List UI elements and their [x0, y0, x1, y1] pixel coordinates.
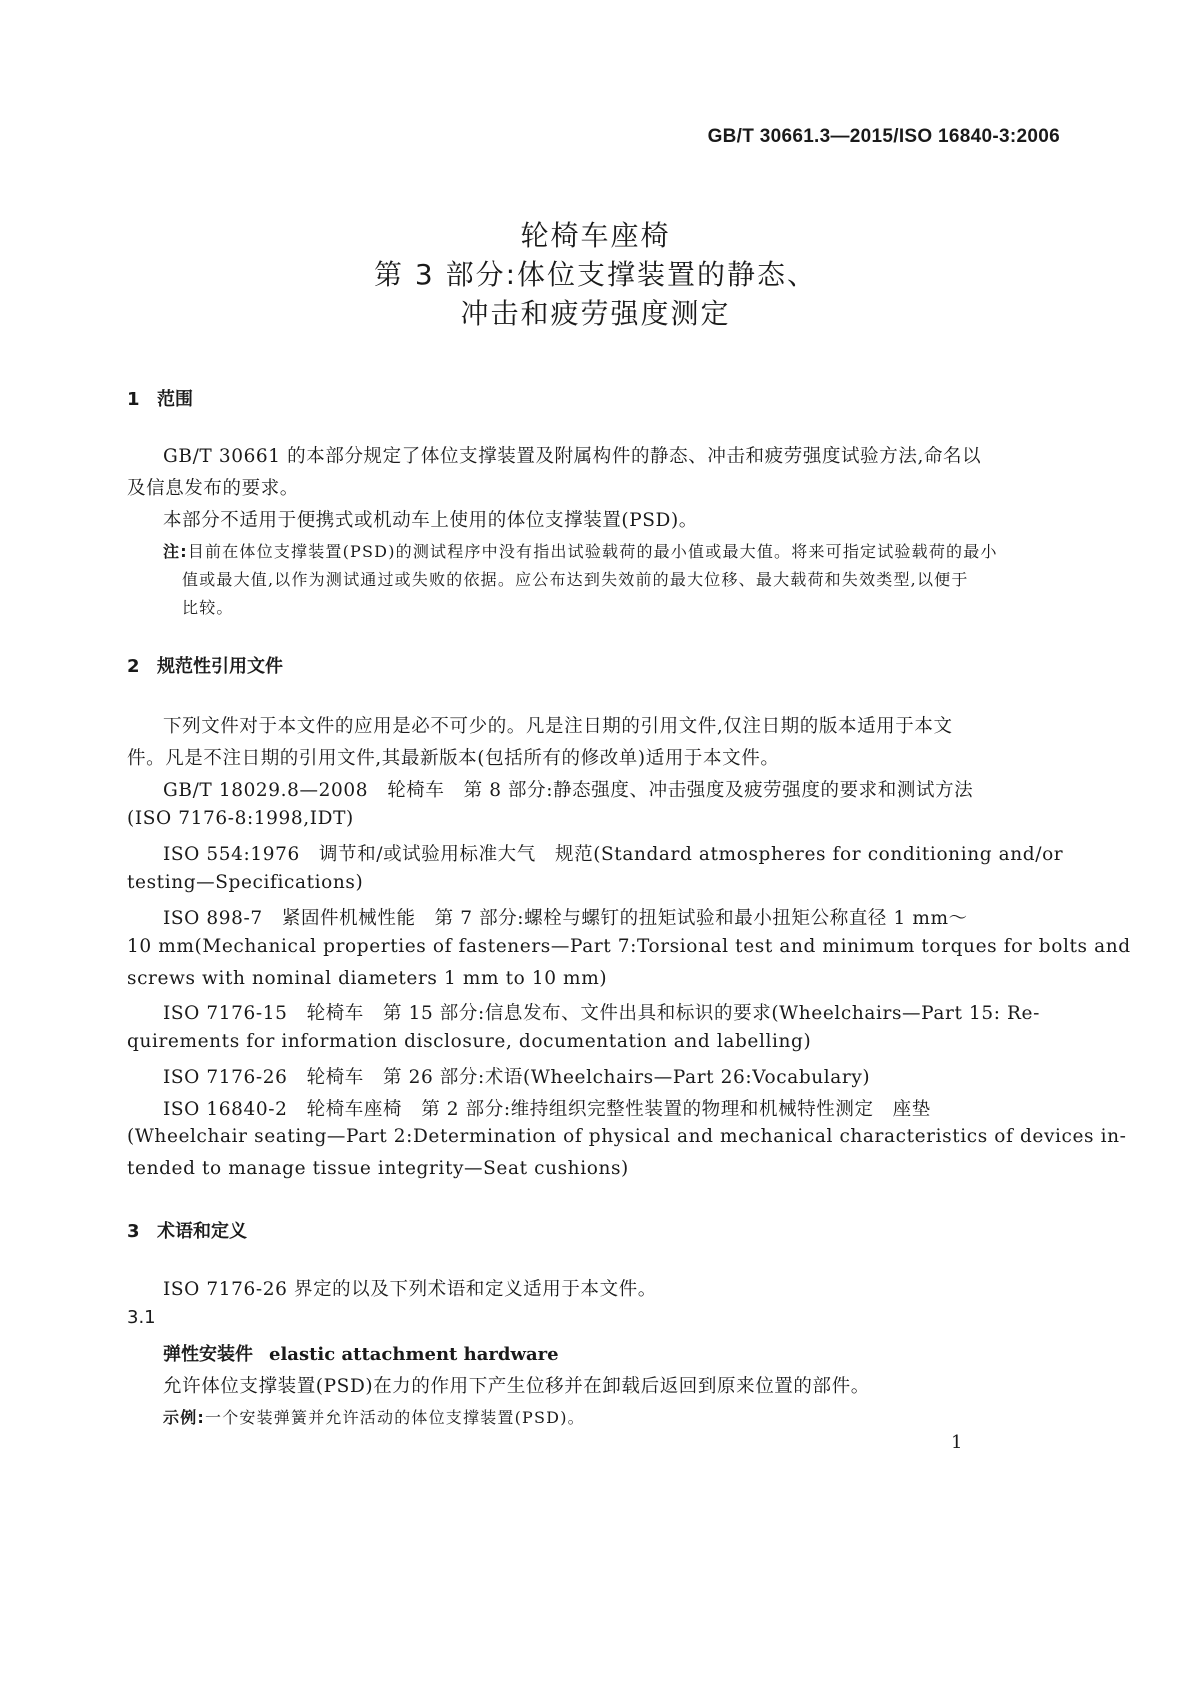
reference-3-line1: ISO 898-7 紧固件机械性能 第 7 部分:螺栓与螺钉的扭矩试验和最小扭矩公称直径 1 mm～: [163, 908, 968, 929]
section-2-intro-line1: 下列文件对于本文件的应用是必不可少的。凡是注日期的引用文件,仅注日期的版本适用于本文: [163, 716, 953, 737]
reference-2-line1: ISO 554:1976 调节和/或试验用标准大气 规范(Standard atmospheres for conditioning and/or: [163, 844, 1064, 865]
reference-3-line2: 10 mm(Mechanical properties of fasteners—Part 7:Torsional test and minimum torques for bolts and: [127, 936, 1131, 957]
section-3-number: 3: [127, 1221, 140, 1242]
example-text: 一个安装弹簧并允许活动的体位支撑装置(PSD)。: [205, 1408, 585, 1427]
note-line-3: 比较。: [182, 598, 234, 617]
section-2-title: 规范性引用文件: [157, 656, 283, 677]
reference-2-line2: testing—Specifications): [127, 872, 364, 893]
page-number: 1: [951, 1432, 963, 1453]
term-definition: 允许体位支撑装置(PSD)在力的作用下产生位移并在卸载后返回到原来位置的部件。: [163, 1376, 870, 1397]
section-3-heading: [127, 1217, 247, 1243]
section-1-title: 范围: [157, 389, 193, 410]
section-2-number: 2: [127, 656, 140, 677]
section-2-intro-line2: 件。凡是不注日期的引用文件,其最新版本(包括所有的修改单)适用于本文件。: [127, 748, 780, 769]
reference-3-line3: screws with nominal diameters 1 mm to 10 mm): [127, 968, 608, 989]
standard-code: GB/T 30661.3—2015/ISO 16840-3:2006: [707, 126, 1060, 147]
section-1-para1-line2: 及信息发布的要求。: [127, 478, 299, 499]
section-1-number: 1: [127, 389, 140, 410]
title-line-3: 冲击和疲劳强度测定: [460, 297, 731, 330]
term-english: elastic attachment hardware: [269, 1344, 559, 1365]
title-line-1: 轮椅车座椅: [520, 219, 671, 252]
reference-1-line1: GB/T 18029.8—2008 轮椅车 第 8 部分:静态强度、冲击强度及疲劳强度的要求和测试方法: [163, 780, 974, 801]
reference-5-line1: ISO 7176-26 轮椅车 第 26 部分:术语(Wheelchairs—Part 26:Vocabulary): [163, 1067, 871, 1088]
reference-4-line1: ISO 7176-15 轮椅车 第 15 部分:信息发布、文件出具和标识的要求(Wheelchairs—Part 15: Re-: [163, 1003, 1040, 1024]
section-3-intro: ISO 7176-26 界定的以及下列术语和定义适用于本文件。: [163, 1279, 657, 1300]
reference-6-line1: ISO 16840-2 轮椅车座椅 第 2 部分:维持组织完整性装置的物理和机械特性测定 座垫: [163, 1099, 931, 1120]
term-example: [163, 1405, 585, 1428]
note-line-1: 目前在体位支撑装置(PSD)的测试程序中没有指出试验载荷的最小值或最大值。将来可指定试验载荷的最小: [187, 542, 998, 561]
reference-1-line2: (ISO 7176-8:1998,IDT): [127, 808, 354, 829]
term-number: 3.1: [127, 1307, 156, 1328]
term-chinese: 弹性安装件: [163, 1344, 253, 1365]
reference-6-line3: tended to manage tissue integrity—Seat cushions): [127, 1158, 629, 1179]
note-label: 注:: [163, 542, 188, 561]
section-2-heading: [127, 652, 283, 678]
section-3-title: 术语和定义: [157, 1221, 247, 1242]
reference-4-line2: quirements for information disclosure, documentation and labelling): [127, 1031, 812, 1052]
example-label: 示例:: [163, 1408, 205, 1427]
note-line-2: 值或最大值,以作为测试通过或失败的依据。应公布达到失效前的最大位移、最大载荷和失效类型,以便于: [182, 570, 969, 589]
section-1-heading: [127, 385, 193, 411]
section-1-para1-line1: GB/T 30661 的本部分规定了体位支撑装置及附属构件的静态、冲击和疲劳强度试验方法,命名以: [163, 446, 982, 467]
title-line-2: 第 3 部分:体位支撑装置的静态、: [373, 258, 818, 291]
term-heading: [163, 1340, 559, 1366]
reference-6-line2: (Wheelchair seating—Part 2:Determination of physical and mechanical characteristics of devices in-: [127, 1126, 1127, 1147]
section-1-para2: 本部分不适用于便携式或机动车上使用的体位支撑装置(PSD)。: [163, 510, 698, 531]
section-1-note: [163, 539, 998, 562]
